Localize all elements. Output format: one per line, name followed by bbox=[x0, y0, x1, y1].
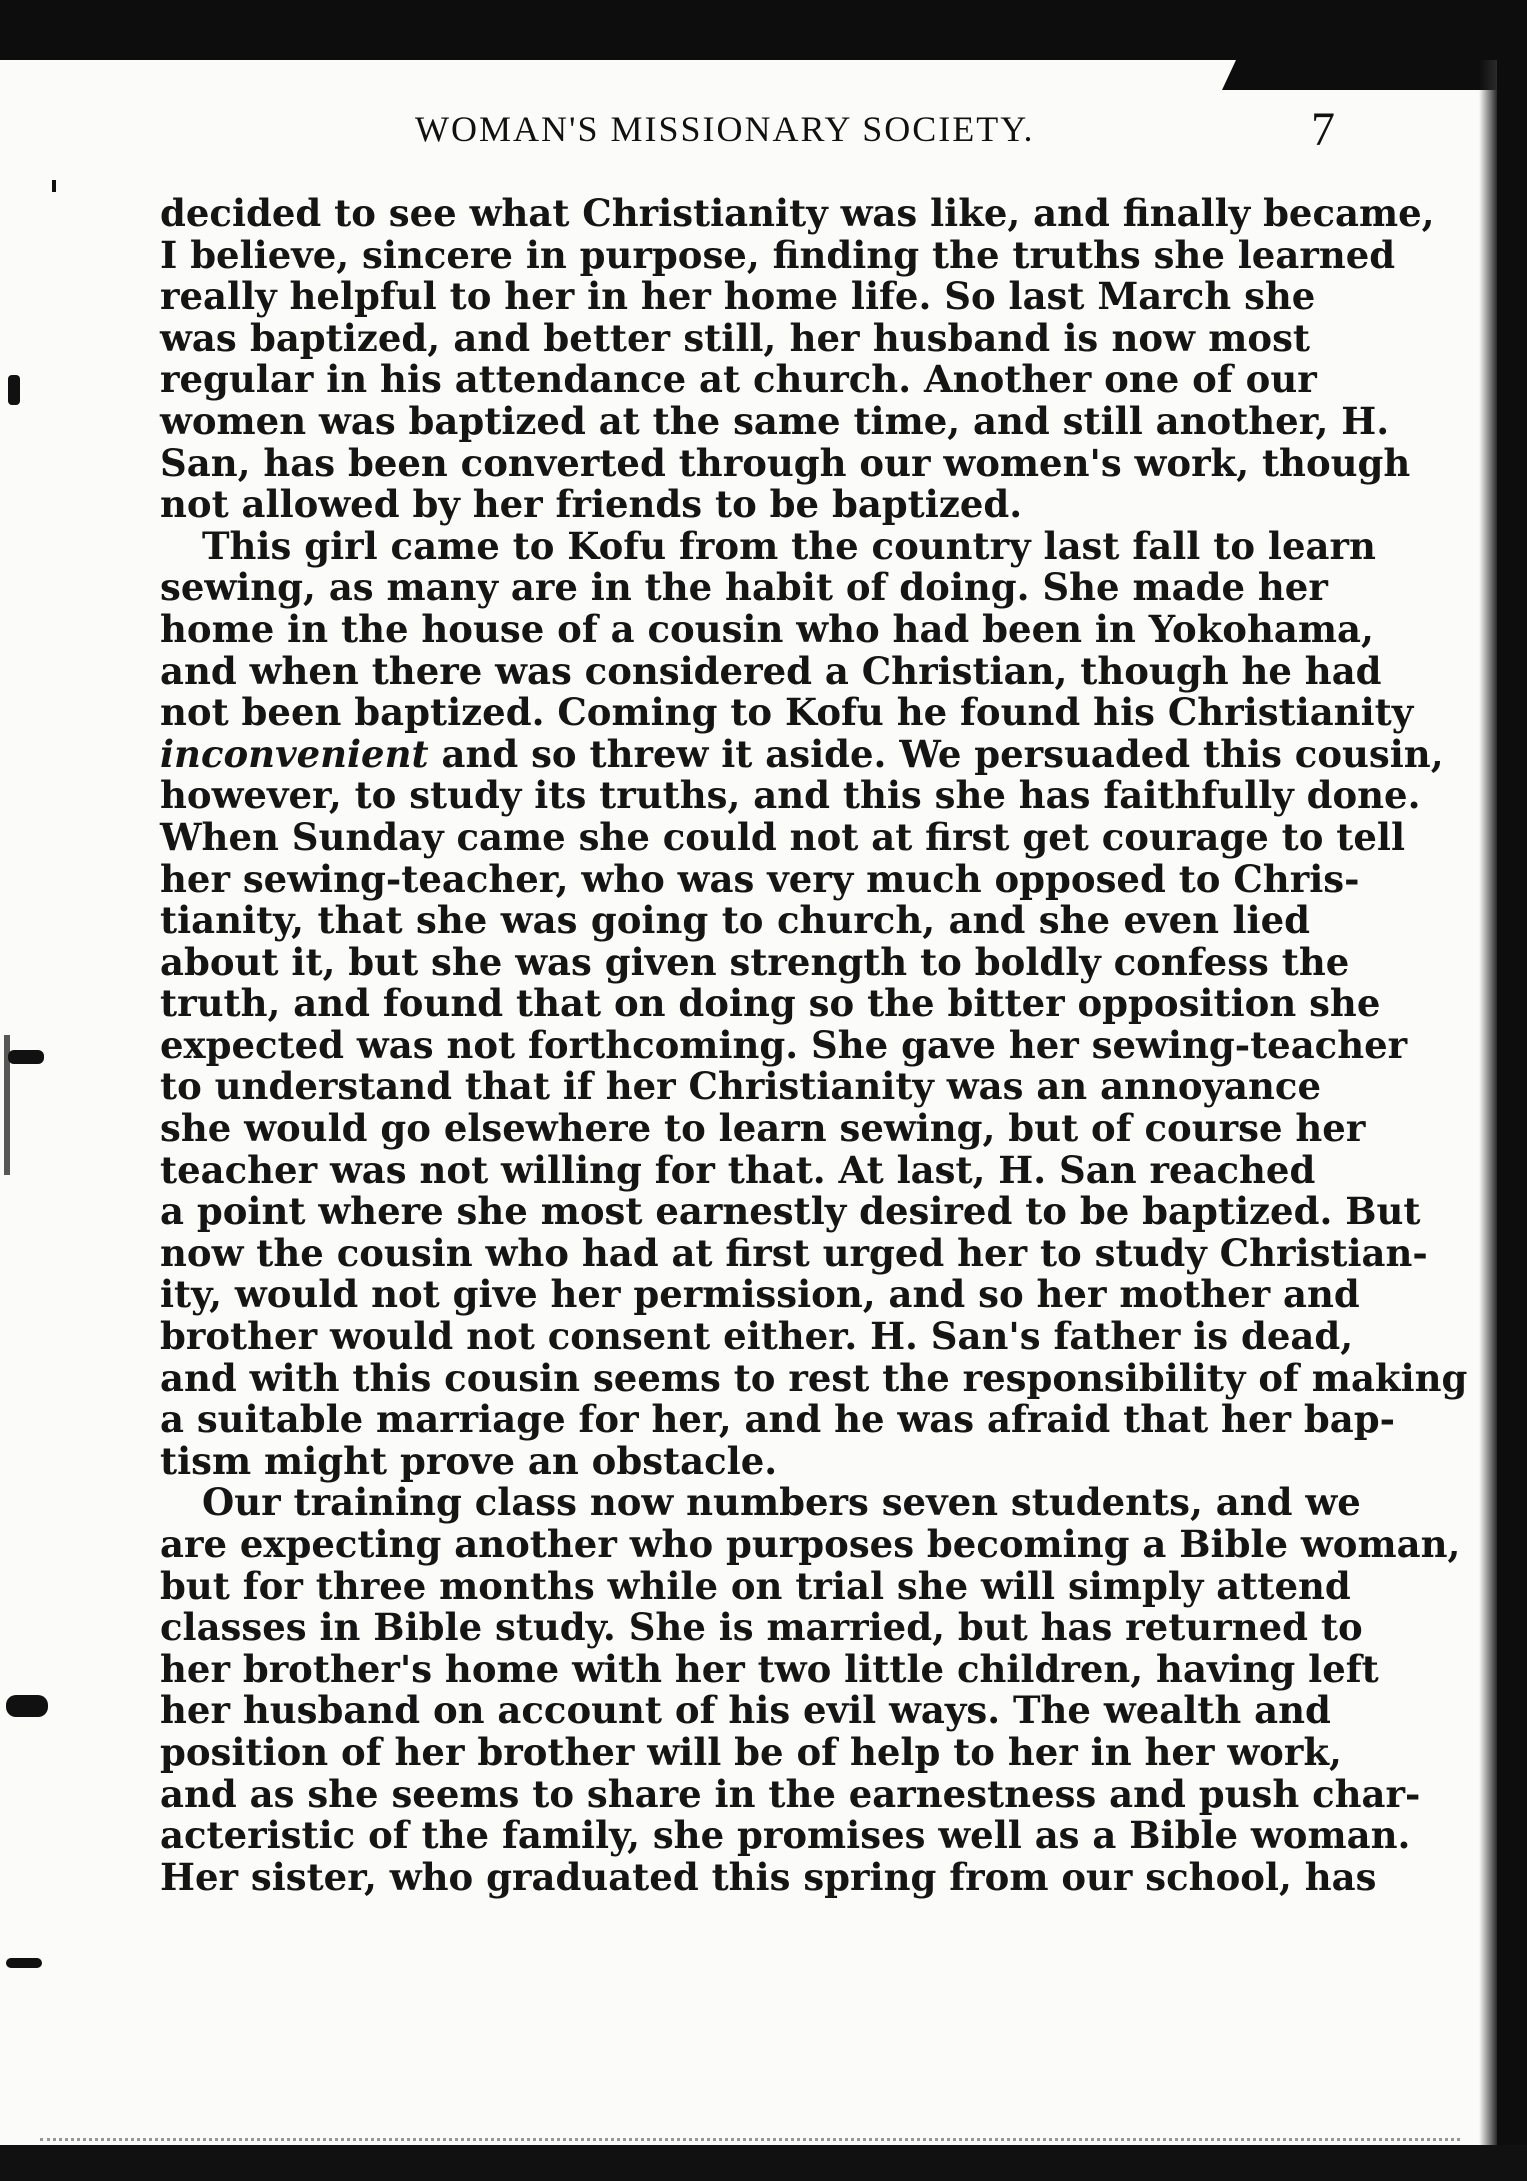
text-line: and as she seems to share in the earnestness and push char- bbox=[160, 1771, 1421, 1816]
text-line: brother would not consent either. H. San's father is dead, bbox=[160, 1314, 1354, 1359]
text-line: she would go elsewhere to learn sewing, but of course her bbox=[160, 1106, 1366, 1151]
text-line: to understand that if her Christianity was an annoyance bbox=[160, 1064, 1321, 1109]
text-line: acteristic of the family, she promises well as a Bible woman. bbox=[160, 1813, 1411, 1858]
italic-word: inconvenient bbox=[160, 731, 429, 776]
text-line: and when there was considered a Christian, though he had bbox=[160, 648, 1382, 693]
text-line bbox=[160, 731, 1444, 776]
text-line: really helpful to her in her home life. So last March she bbox=[160, 274, 1316, 319]
text-line: position of her brother will be of help to her in her work, bbox=[160, 1729, 1342, 1774]
line-remainder: and so threw it aside. We persuaded this cousin, bbox=[428, 731, 1444, 776]
body-text bbox=[160, 191, 1468, 1899]
text-line: her brother's home with her two little children, having left bbox=[160, 1646, 1379, 1691]
text-line: her sewing-teacher, who was very much opposed to Chris- bbox=[160, 856, 1360, 901]
text-line: ity, would not give her permission, and so her mother and bbox=[160, 1272, 1360, 1317]
text-line: a suitable marriage for her, and he was afraid that her bap- bbox=[160, 1397, 1395, 1442]
text-line: not been baptized. Coming to Kofu he found his Christianity bbox=[160, 690, 1414, 735]
text-line: was baptized, and better still, her husband is now most bbox=[160, 315, 1310, 360]
text-line: tianity, that she was going to church, and she even lied bbox=[160, 898, 1310, 943]
text-line: decided to see what Christianity was like, and finally became, bbox=[160, 191, 1435, 235]
text-line: truth, and found that on doing so the bitter opposition she bbox=[160, 981, 1381, 1026]
text-line: expected was not forthcoming. She gave her sewing-teacher bbox=[160, 1022, 1408, 1067]
text-line: tism might prove an obstacle. bbox=[160, 1438, 778, 1483]
text-line: now the cousin who had at first urged her to study Christian- bbox=[160, 1230, 1428, 1275]
text-line: classes in Bible study. She is married, but has returned to bbox=[160, 1605, 1363, 1650]
text-line: teacher was not willing for that. At last, H. San reached bbox=[160, 1147, 1316, 1192]
text-line: women was baptized at the same time, and still another, H. bbox=[160, 398, 1390, 443]
text-line: her husband on account of his evil ways. The wealth and bbox=[160, 1688, 1331, 1733]
scan-bottom-border bbox=[0, 2145, 1527, 2181]
text-line: sewing, as many are in the habit of doing. She made her bbox=[160, 565, 1328, 610]
text-line: San, has been converted through our women's work, though bbox=[160, 440, 1411, 485]
text-line: This girl came to Kofu from the country last fall to learn bbox=[202, 523, 1376, 568]
scan-right-border bbox=[1497, 60, 1527, 2181]
text-line: Our training class now numbers seven students, and we bbox=[202, 1480, 1361, 1525]
page-number: 7 bbox=[1311, 102, 1335, 156]
running-header bbox=[415, 102, 1335, 156]
text-line: however, to study its truths, and this she has faithfully done. bbox=[160, 773, 1421, 818]
margin-mark bbox=[6, 1695, 48, 1717]
margin-mark bbox=[8, 375, 20, 405]
text-line: a point where she most earnestly desired to be baptized. But bbox=[160, 1189, 1421, 1234]
scan-right-shadow bbox=[1479, 60, 1497, 2181]
text-line: I believe, sincere in purpose, finding the truths she learned bbox=[160, 232, 1396, 277]
text-line: regular in his attendance at church. Another one of our bbox=[160, 357, 1317, 402]
scan-bottom-speckle bbox=[40, 2114, 1460, 2141]
text-line: about it, but she was given strength to boldly confess the bbox=[160, 939, 1350, 984]
text-line: Her sister, who graduated this spring from our school, has bbox=[160, 1854, 1377, 1899]
margin-mark bbox=[8, 1050, 44, 1064]
text-line: home in the house of a cousin who had been in Yokohama, bbox=[160, 606, 1374, 651]
margin-mark bbox=[6, 1958, 42, 1968]
running-title: WOMAN'S MISSIONARY SOCIETY. bbox=[415, 109, 1035, 149]
text-line: are expecting another who purposes becoming a Bible woman, bbox=[160, 1522, 1461, 1566]
text-line: not allowed by her friends to be baptized. bbox=[160, 482, 1023, 527]
text-line: but for three months while on trial she will simply attend bbox=[160, 1563, 1351, 1608]
text-line: When Sunday came she could not at first get courage to tell bbox=[160, 814, 1406, 859]
text-line: and with this cousin seems to rest the responsibility of making bbox=[160, 1355, 1468, 1400]
margin-mark bbox=[52, 180, 56, 192]
